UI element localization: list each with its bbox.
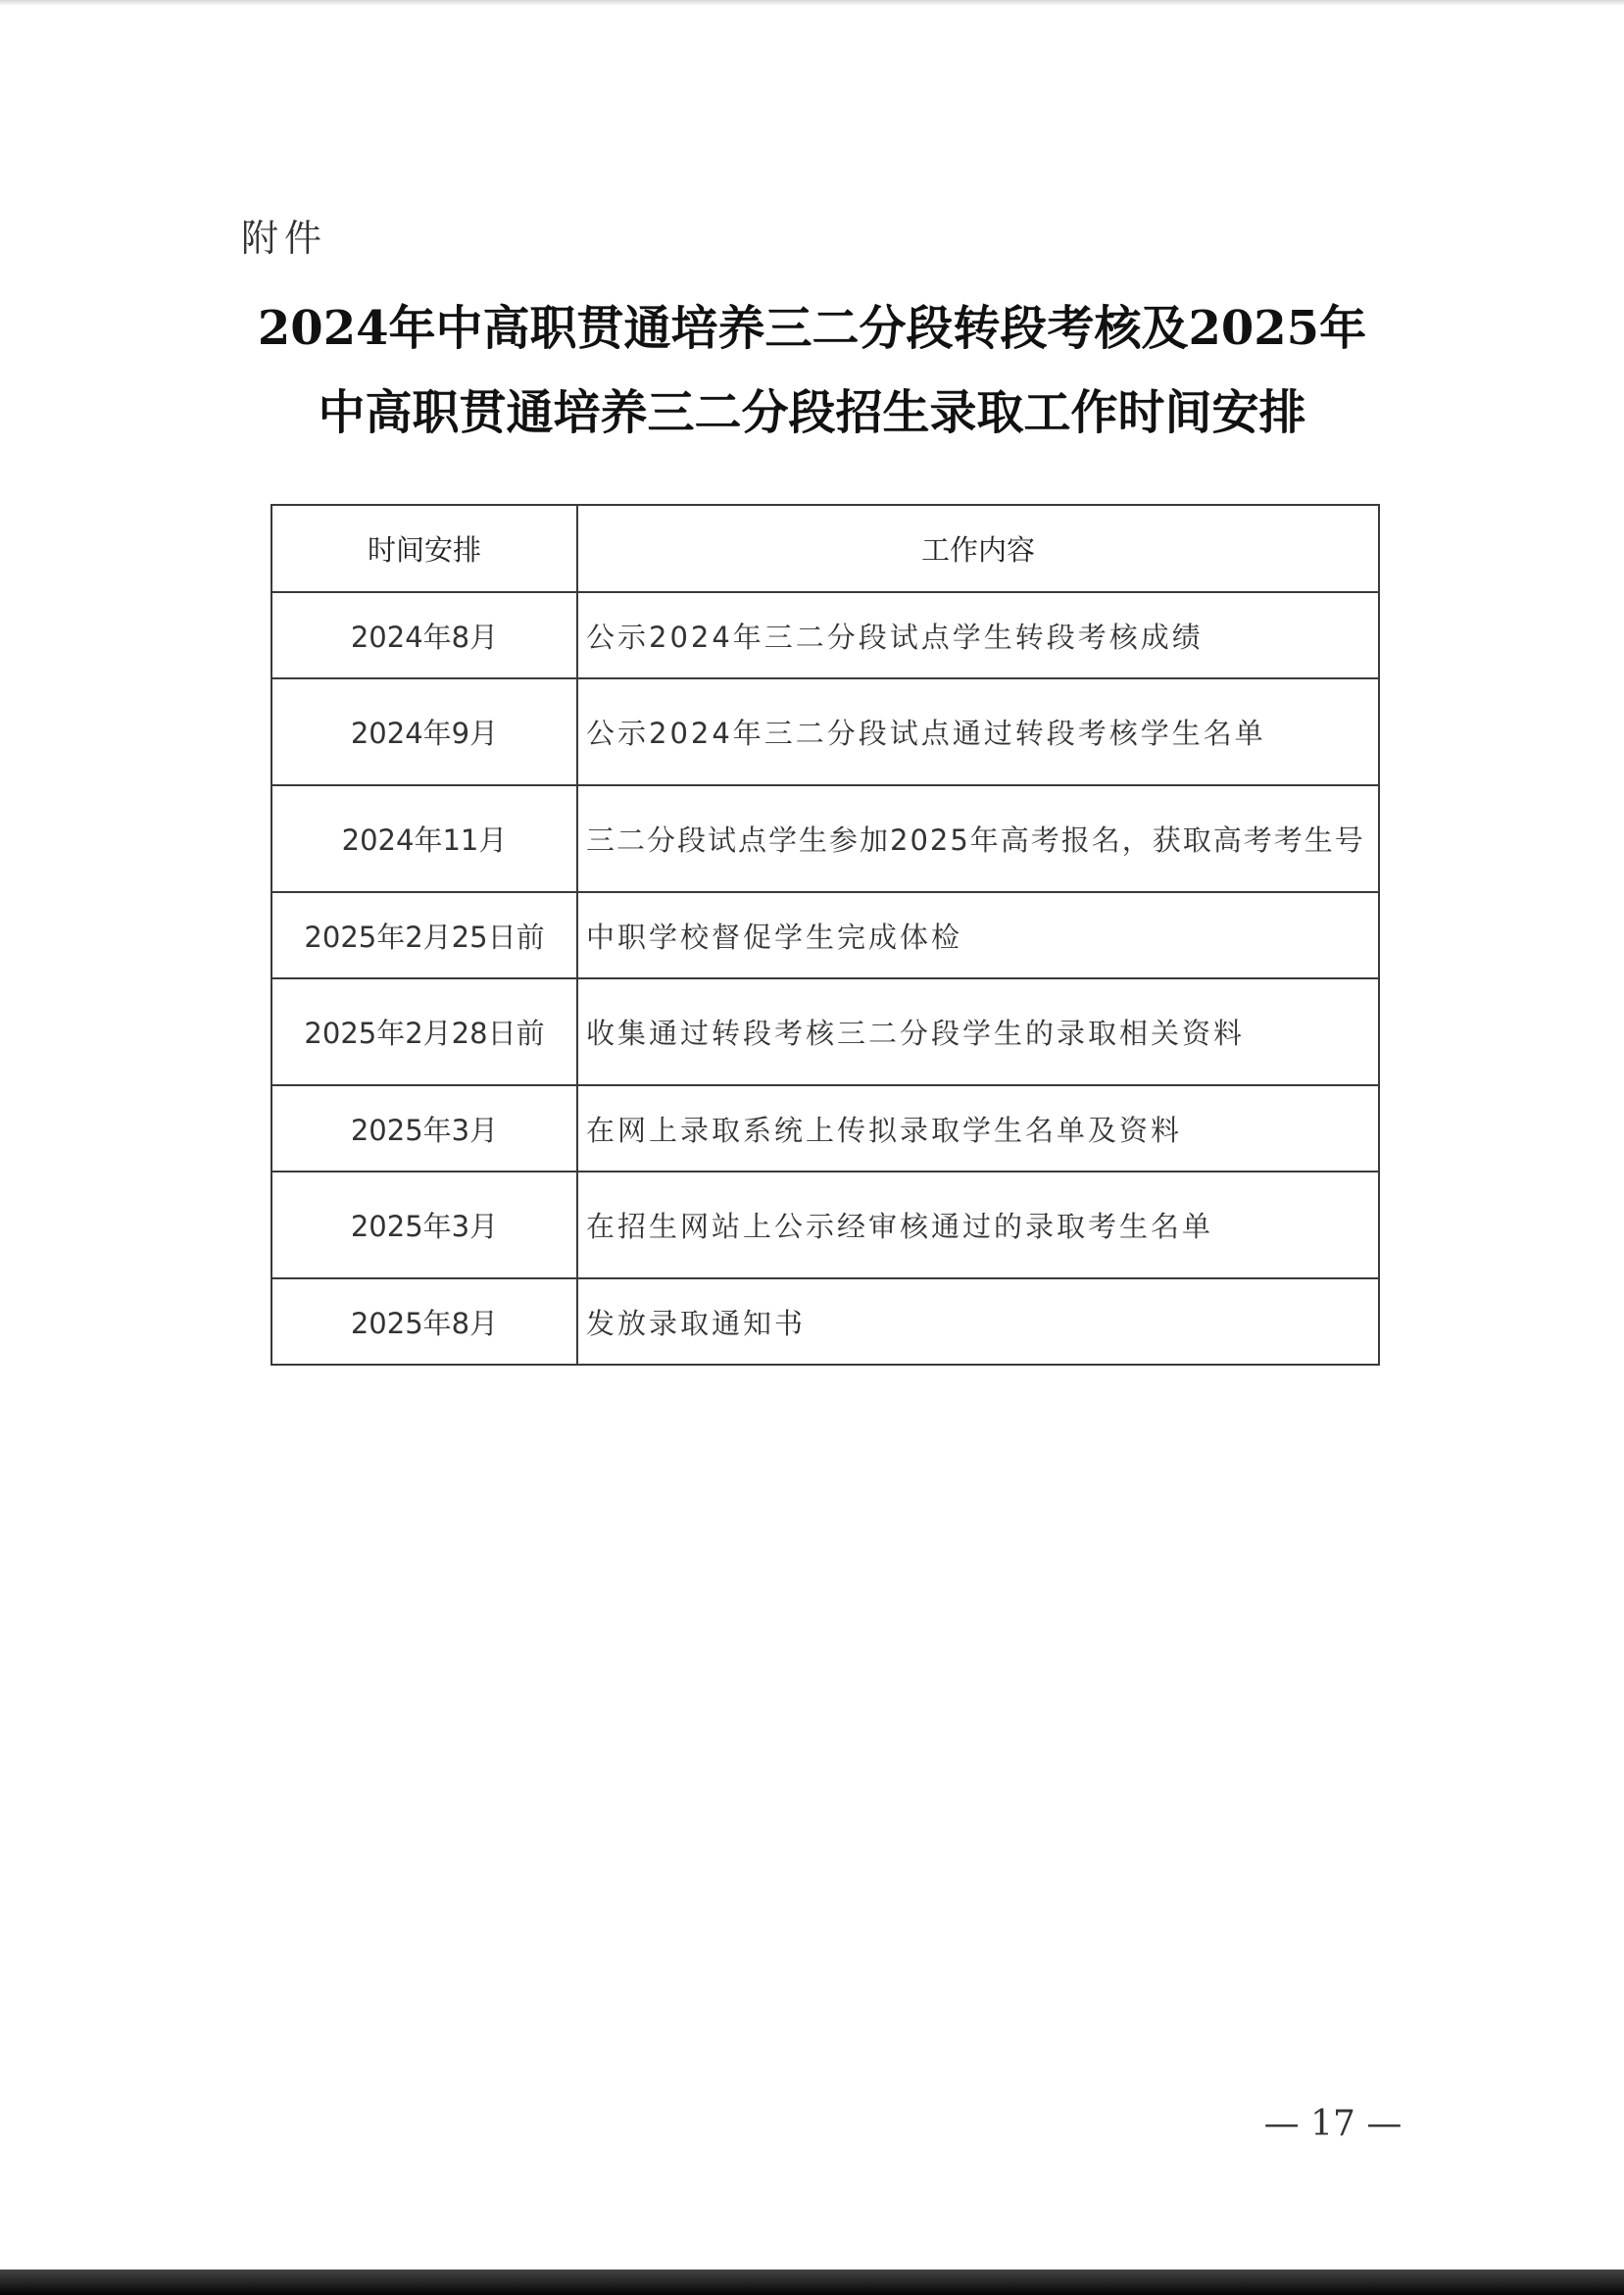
header-content: 工作内容	[577, 505, 1379, 592]
row-time: 2024年11月	[271, 785, 577, 892]
attachment-label: 附件	[241, 217, 328, 260]
row-time: 2025年2月25日前	[271, 892, 577, 978]
row-time: 2024年8月	[271, 592, 577, 678]
table-header-row	[271, 505, 1379, 592]
table-row	[271, 1085, 1379, 1172]
title-line-2: 中高职贯通培养三二分段招生录取工作时间安排	[318, 385, 1306, 440]
table-row	[271, 892, 1379, 978]
row-time: 2025年3月	[271, 1085, 577, 1172]
table-row	[271, 678, 1379, 785]
title-line-1: 2024年中高职贯通培养三二分段转段考核及2025年	[257, 301, 1367, 356]
table-row	[271, 978, 1379, 1085]
row-content: 在招生网站上公示经审核通过的录取考生名单	[577, 1172, 1379, 1278]
row-time: 2024年9月	[271, 678, 577, 785]
scan-top-edge	[0, 0, 1624, 6]
row-content: 公示2024年三二分段试点通过转段考核学生名单	[577, 678, 1379, 785]
row-content: 中职学校督促学生完成体检	[577, 892, 1379, 978]
table-row	[271, 1278, 1379, 1365]
document-title	[157, 286, 1467, 455]
table-row	[271, 785, 1379, 892]
row-content: 公示2024年三二分段试点学生转段考核成绩	[577, 592, 1379, 678]
row-time: 2025年2月28日前	[271, 978, 577, 1085]
header-time: 时间安排	[271, 505, 577, 592]
row-content: 在网上录取系统上传拟录取学生名单及资料	[577, 1085, 1379, 1172]
schedule-table	[271, 504, 1380, 1366]
page-number: — 17 —	[1263, 2104, 1403, 2144]
scan-bottom-edge	[0, 2270, 1624, 2295]
row-content: 三二分段试点学生参加2025年高考报名，获取高考考生号	[577, 785, 1379, 892]
table-row	[271, 592, 1379, 678]
row-time: 2025年8月	[271, 1278, 577, 1365]
table-row	[271, 1172, 1379, 1278]
row-time: 2025年3月	[271, 1172, 577, 1278]
row-content: 发放录取通知书	[577, 1278, 1379, 1365]
row-content: 收集通过转段考核三二分段学生的录取相关资料	[577, 978, 1379, 1085]
